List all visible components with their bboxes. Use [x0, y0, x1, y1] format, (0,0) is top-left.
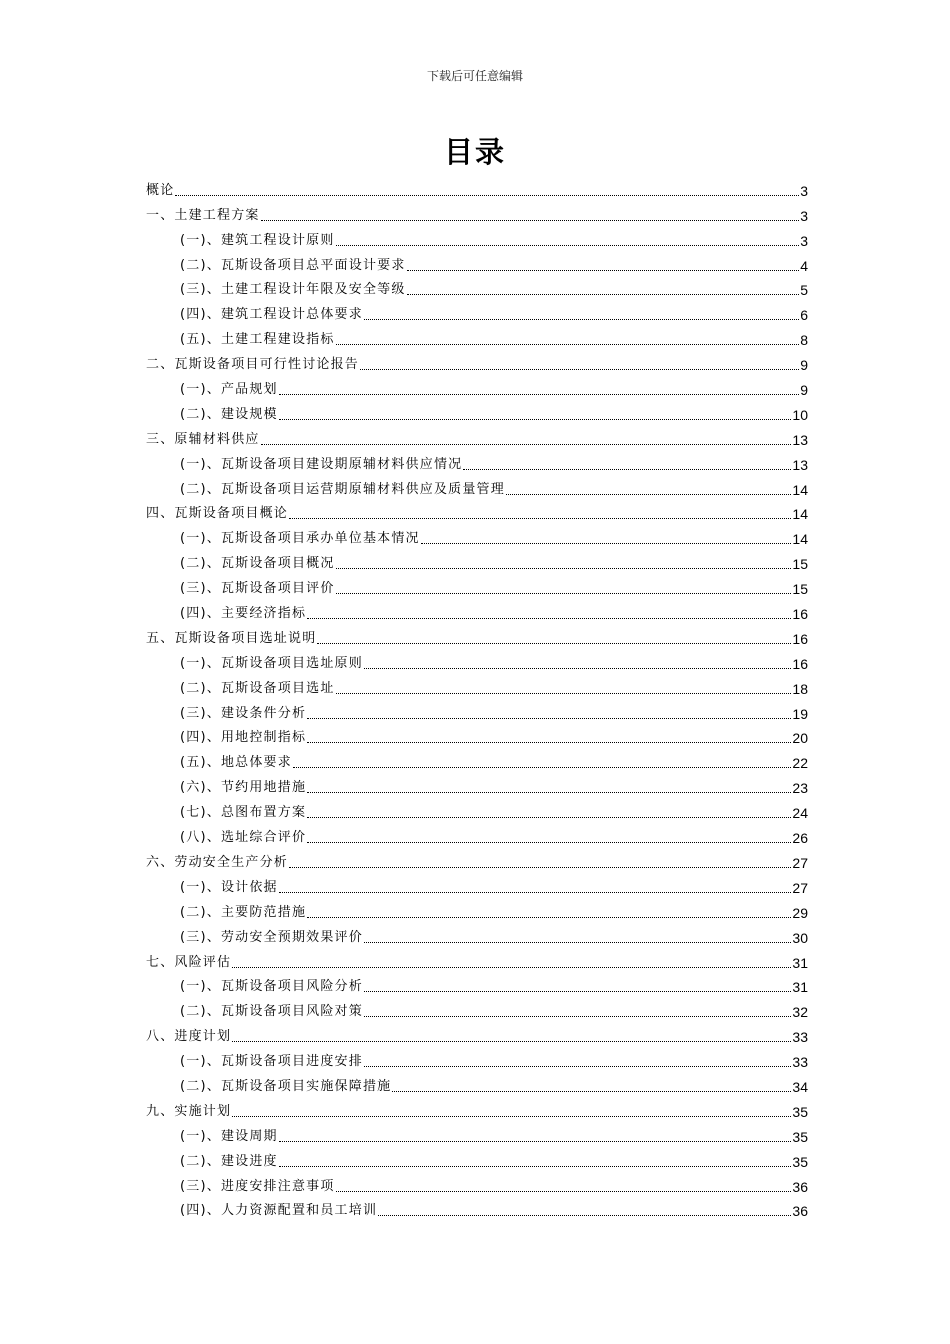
toc-entry-page-number: 24	[792, 805, 808, 822]
toc-entry[interactable]	[146, 374, 808, 399]
toc-entry-page-number: 22	[792, 755, 808, 772]
toc-entry-label: (一)、设计依据	[180, 879, 278, 895]
toc-entry[interactable]	[146, 324, 808, 349]
toc-dot-leader	[289, 867, 791, 868]
toc-entry[interactable]	[146, 399, 808, 424]
toc-entry-label: (一)、建筑工程设计原则	[180, 232, 335, 248]
toc-entry-page-number: 9	[800, 357, 808, 374]
toc-entry-label: (八)、选址综合评价	[180, 830, 307, 846]
toc-entry[interactable]	[146, 474, 808, 499]
toc-entry-page-number: 27	[792, 854, 808, 871]
toc-dot-leader	[336, 593, 792, 594]
toc-dot-leader	[307, 742, 791, 743]
toc-dot-leader	[307, 817, 791, 818]
toc-entry-label: (二)、瓦斯设备项目运营期原辅材料供应及质量管理	[180, 481, 505, 497]
toc-entry[interactable]	[146, 1021, 808, 1046]
toc-entry-page-number: 30	[792, 929, 808, 946]
toc-entry-label: (三)、瓦斯设备项目评价	[180, 581, 335, 597]
toc-dot-leader	[307, 917, 791, 918]
toc-entry-label: (一)、瓦斯设备项目选址原则	[180, 655, 363, 671]
toc-dot-leader	[364, 319, 799, 320]
toc-entry-label: (五)、土建工程建设指标	[180, 332, 335, 348]
toc-entry-label: (七)、总图布置方案	[180, 805, 307, 821]
toc-entry-label: (一)、建设周期	[180, 1128, 278, 1144]
toc-dot-leader	[261, 444, 792, 445]
toc-entry-label: (二)、建设规模	[180, 406, 278, 422]
toc-entry-label: (四)、用地控制指标	[180, 730, 307, 746]
toc-entry-page-number: 15	[792, 581, 808, 598]
toc-entry[interactable]	[146, 947, 808, 972]
toc-entry-page-number: 31	[792, 954, 808, 971]
toc-entry-page-number: 35	[792, 1128, 808, 1145]
toc-entry-label: 六、劳动安全生产分析	[146, 854, 289, 870]
toc-entry-page-number: 14	[792, 506, 808, 523]
toc-entry-page-number: 33	[792, 1029, 808, 1046]
toc-entry-label: (一)、产品规划	[180, 382, 278, 398]
toc-entry[interactable]	[146, 424, 808, 449]
toc-entry-label: (一)、瓦斯设备项目风险分析	[180, 979, 363, 995]
toc-entry-page-number: 16	[792, 606, 808, 623]
toc-entry-label: (四)、建筑工程设计总体要求	[180, 307, 363, 323]
toc-dot-leader	[279, 419, 792, 420]
toc-entry-label: (三)、建设条件分析	[180, 705, 307, 721]
toc-dot-leader	[407, 270, 800, 271]
toc-entry[interactable]	[146, 797, 808, 822]
toc-entry-page-number: 6	[800, 307, 808, 324]
toc-entry-page-number: 26	[792, 830, 808, 847]
toc-entry[interactable]	[146, 548, 808, 573]
toc-dot-leader	[336, 568, 792, 569]
toc-entry-label: (二)、瓦斯设备项目总平面设计要求	[180, 257, 406, 273]
table-of-contents	[146, 175, 808, 1220]
toc-entry[interactable]	[146, 847, 808, 872]
toc-entry-page-number: 23	[792, 780, 808, 797]
toc-entry[interactable]	[146, 922, 808, 947]
toc-entry-page-number: 13	[792, 431, 808, 448]
toc-entry-page-number: 33	[792, 1054, 808, 1071]
toc-dot-leader	[360, 369, 799, 370]
toc-dot-leader	[289, 518, 791, 519]
toc-entry-page-number: 9	[800, 382, 808, 399]
toc-entry-label: (六)、节约用地措施	[180, 780, 307, 796]
toc-entry[interactable]	[146, 822, 808, 847]
toc-entry-label: (四)、主要经济指标	[180, 606, 307, 622]
toc-entry[interactable]	[146, 1196, 808, 1221]
toc-entry[interactable]	[146, 673, 808, 698]
toc-entry[interactable]	[146, 1096, 808, 1121]
toc-entry-page-number: 3	[800, 182, 808, 199]
toc-entry[interactable]	[146, 499, 808, 524]
toc-entry-label: (四)、人力资源配置和员工培训	[180, 1203, 378, 1219]
toc-entry-page-number: 16	[792, 655, 808, 672]
toc-dot-leader	[336, 344, 800, 345]
toc-entry[interactable]	[146, 996, 808, 1021]
toc-dot-leader	[307, 618, 791, 619]
toc-entry-page-number: 31	[792, 979, 808, 996]
toc-entry-page-number: 14	[792, 531, 808, 548]
toc-dot-leader	[407, 294, 800, 295]
toc-entry-page-number: 3	[800, 207, 808, 224]
toc-entry-label: (二)、主要防范措施	[180, 904, 307, 920]
toc-entry-page-number: 20	[792, 730, 808, 747]
toc-entry[interactable]	[146, 200, 808, 225]
toc-dot-leader	[279, 1166, 792, 1167]
toc-dot-leader	[336, 1191, 792, 1192]
toc-entry[interactable]	[146, 772, 808, 797]
toc-entry[interactable]	[146, 747, 808, 772]
toc-entry-label: (一)、瓦斯设备项目进度安排	[180, 1054, 363, 1070]
toc-dot-leader	[364, 991, 791, 992]
toc-entry-label: (一)、瓦斯设备项目承办单位基本情况	[180, 531, 420, 547]
toc-entry-page-number: 5	[800, 282, 808, 299]
toc-entry[interactable]	[146, 1046, 808, 1071]
toc-dot-leader	[336, 693, 792, 694]
toc-entry[interactable]	[146, 1071, 808, 1096]
toc-entry-page-number: 29	[792, 904, 808, 921]
toc-dot-leader	[232, 1041, 791, 1042]
toc-dot-leader	[307, 842, 791, 843]
toc-entry-page-number: 4	[800, 257, 808, 274]
toc-entry-label: 概论	[146, 182, 175, 198]
toc-entry-page-number: 8	[800, 332, 808, 349]
toc-entry-page-number: 10	[792, 406, 808, 423]
toc-dot-leader	[364, 668, 791, 669]
toc-entry-page-number: 36	[792, 1178, 808, 1195]
toc-entry-page-number: 15	[792, 556, 808, 573]
toc-entry-label: (三)、劳动安全预期效果评价	[180, 929, 363, 945]
toc-dot-leader	[392, 1091, 791, 1092]
toc-entry[interactable]	[146, 175, 808, 200]
toc-entry[interactable]	[146, 872, 808, 897]
toc-entry-page-number: 27	[792, 879, 808, 896]
toc-entry[interactable]	[146, 623, 808, 648]
toc-entry-label: 七、风险评估	[146, 954, 232, 970]
toc-entry-label: 三、原辅材料供应	[146, 431, 260, 447]
toc-dot-leader	[232, 967, 791, 968]
toc-dot-leader	[279, 394, 799, 395]
toc-entry[interactable]	[146, 648, 808, 673]
toc-dot-leader	[232, 1116, 791, 1117]
toc-entry[interactable]	[146, 698, 808, 723]
toc-entry-label: 九、实施计划	[146, 1103, 232, 1119]
toc-dot-leader	[421, 543, 792, 544]
page-header: 下载后可任意编辑	[426, 69, 523, 83]
toc-entry-page-number: 13	[792, 456, 808, 473]
toc-dot-leader	[307, 792, 791, 793]
toc-entry-label: (二)、建设进度	[180, 1153, 278, 1169]
toc-entry-page-number: 36	[792, 1203, 808, 1220]
toc-entry[interactable]	[146, 897, 808, 922]
toc-entry[interactable]	[146, 723, 808, 748]
toc-entry-label: (二)、瓦斯设备项目选址	[180, 680, 335, 696]
toc-dot-leader	[364, 1066, 791, 1067]
toc-entry-label: (二)、瓦斯设备项目风险对策	[180, 1004, 363, 1020]
toc-entry[interactable]	[146, 523, 808, 548]
toc-dot-leader	[364, 1016, 791, 1017]
toc-entry-label: (二)、瓦斯设备项目概况	[180, 556, 335, 572]
toc-entry-page-number: 32	[792, 1004, 808, 1021]
toc-dot-leader	[261, 220, 800, 221]
toc-entry-label: 一、土建工程方案	[146, 207, 260, 223]
toc-entry[interactable]	[146, 573, 808, 598]
toc-entry-label: (一)、瓦斯设备项目建设期原辅材料供应情况	[180, 456, 463, 472]
toc-entry[interactable]	[146, 349, 808, 374]
toc-entry[interactable]	[146, 449, 808, 474]
toc-dot-leader	[364, 942, 791, 943]
toc-dot-leader	[336, 245, 800, 246]
toc-entry[interactable]	[146, 972, 808, 997]
toc-dot-leader	[307, 718, 791, 719]
toc-entry[interactable]	[146, 275, 808, 300]
toc-dot-leader	[175, 195, 799, 196]
toc-entry[interactable]	[146, 250, 808, 275]
toc-entry-label: (三)、土建工程设计年限及安全等级	[180, 282, 406, 298]
toc-dot-leader	[463, 469, 791, 470]
toc-entry[interactable]	[146, 299, 808, 324]
toc-dot-leader	[378, 1215, 791, 1216]
toc-entry[interactable]	[146, 225, 808, 250]
toc-dot-leader	[506, 494, 791, 495]
toc-dot-leader	[293, 767, 791, 768]
toc-entry[interactable]	[146, 1171, 808, 1196]
toc-entry-label: (五)、地总体要求	[180, 755, 292, 771]
toc-entry-label: 四、瓦斯设备项目概论	[146, 506, 289, 522]
toc-entry-page-number: 19	[792, 705, 808, 722]
toc-entry-page-number: 35	[792, 1103, 808, 1120]
toc-entry-page-number: 34	[792, 1078, 808, 1095]
toc-dot-leader	[279, 892, 792, 893]
toc-entry-page-number: 16	[792, 630, 808, 647]
toc-entry-page-number: 18	[792, 680, 808, 697]
toc-entry-label: 二、瓦斯设备项目可行性讨论报告	[146, 357, 360, 373]
toc-entry-page-number: 35	[792, 1153, 808, 1170]
toc-entry-label: (三)、进度安排注意事项	[180, 1178, 335, 1194]
toc-entry-page-number: 3	[800, 232, 808, 249]
toc-dot-leader	[279, 1141, 792, 1142]
toc-dot-leader	[317, 643, 791, 644]
toc-entry-label: (二)、瓦斯设备项目实施保障措施	[180, 1078, 392, 1094]
toc-entry[interactable]	[146, 1146, 808, 1171]
toc-entry[interactable]	[146, 598, 808, 623]
toc-entry[interactable]	[146, 1121, 808, 1146]
toc-entry-label: 八、进度计划	[146, 1029, 232, 1045]
toc-entry-page-number: 14	[792, 481, 808, 498]
toc-title: 目录	[443, 135, 506, 169]
toc-entry-label: 五、瓦斯设备项目选址说明	[146, 630, 317, 646]
